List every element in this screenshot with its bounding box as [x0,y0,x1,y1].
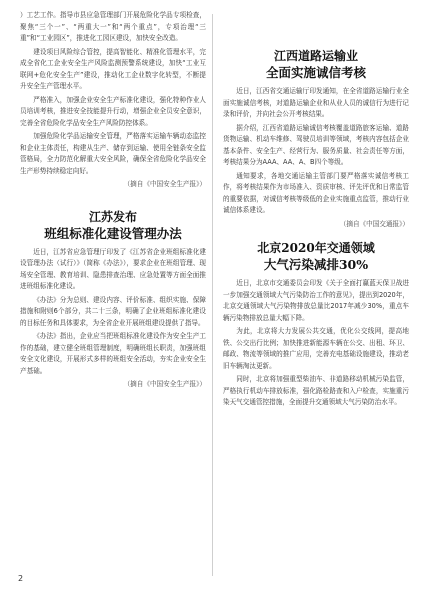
body-paragraph: 建设项目风险综合管控，提高智能化、精准化管理水平，完成全省化工企业安全生产风险监测预警系统建设，加快“工业互联网+危化安全生产”建设，推动化工企业数字化转型，不断提升安全生产管理水平。 [20,47,206,90]
column-divider [212,14,213,576]
article-source: （摘自《中国安全生产报》） [123,380,206,388]
body-paragraph: ）工艺工作。指导市县应急管理部门开展危险化学品专项检查，聚焦“三个一”、“两重大一”和“两个重点”，专项治理“三重”和“工业园区”，推进化工园区建设，加快安全改造。 [20,11,206,42]
article-kicker: 江苏发布 [88,209,137,224]
body-paragraph: 同时，北京将加强重型柴油车、非道路移动机械污染监管，严格执行机动车排放标准，强化路检路查和入户检查，实施重污染天气交通管控措施，全面提升交通领域大气污染防治水平。 [223,375,409,406]
body-paragraph: 《办法》分为总则、建设内容、评价标准、组织实施、保障措施和附则6个部分，共二十三条，明确了企业班组标准化建设的目标任务和具体要求，为全省企业开展班组建设提供了指导。 [20,295,206,327]
body-paragraph: 严格准入，加强企业安全生产标准化建设，强化特种作业人员培训考核，推进安全技能提升行动，增强企业全员安全意识，完善全省危险化学品安全生产风险防控体系。 [20,95,206,127]
body-paragraph: 据介绍，江西省道路运输诚信考核覆盖道路旅客运输、道路货物运输、机动车维修、驾驶员培训等领域，考核内容包括企业基本条件、安全生产、经营行为、服务质量、社会责任等方面，考核结果分为AAA、AA、A、B四个等级。 [223,123,409,166]
article-kicker: 江西道路运输业 [273,49,358,63]
article-jiangxi-transport [223,48,409,230]
left-column [20,10,206,393]
article-jiangsu-team [20,209,206,391]
article-title: 班组标准化建设管理办法 [44,225,182,241]
body-paragraph: 近日，江西省交通运输厅印发通知，在全省道路运输行业全面实施诚信考核，对道路运输企业和从业人员的诚信行为进行记录和评价，并向社会公开考核结果。 [223,87,409,118]
article-source: （摘自《中国安全生产报》） [123,180,206,188]
article-source: （摘自《中国交通报》） [339,219,409,228]
right-column [223,10,409,411]
article-kicker: 北京2020年交通领域 [257,241,375,255]
body-paragraph: 近日，北京市交通委员会印发《关于全面打赢蓝天保卫战进一步加强交通领域大气污染防治工作的意见》，提出到2020年，北京交通领域大气污染物排放总量比2017年减少30%，重点车辆污染物排放总量大幅下降。 [223,279,409,322]
article-title: 全面实施诚信考核 [265,65,366,80]
page-number: 2 [18,574,24,583]
body-paragraph: 加强危险化学品运输安全管理，严格落实运输车辆动态监控和企业主体责任，构建从生产、储存到运输、使用全链条安全监管格局，全力防范化解重大安全风险，确保全省危险化学品安全生产形势持续稳定向好。 [20,132,206,175]
body-paragraph: 通知要求，各地交通运输主管部门要严格落实诚信考核工作，将考核结果作为市场准入、资质审核、评先评优和日常监管的重要依据，对诚信考核等级低的企业实施重点监管，推动行业诚信体系建设。 [223,171,409,214]
body-paragraph: 《办法》指出，企业应当把班组标准化建设作为安全生产工作的基础，建立健全班组管理制度，明确班组长职责，加强班组安全文化建设，开展形式多样的班组安全活动，夯实企业安全生产基础。 [20,332,206,375]
body-paragraph: 近日，江苏省应急管理厅印发了《江苏省企业班组标准化建设管理办法（试行）》（简称《办法》），要求企业在班组管理、现场安全管理、教育培训、隐患排查治理、应急处置等方面全面推进班组标准化建设。 [20,247,206,290]
body-paragraph: 为此，北京将大力发展公共交通，优化公交线网，提高地铁、公交出行比例；加快推进新能源车辆在公交、出租、环卫、邮政、物流等领域的推广应用，完善充电基础设施建设，推动老旧车辆淘汰更新。 [223,327,409,370]
article-beijing-emissions [223,240,409,409]
article-hazardous-chemicals [20,10,206,191]
article-title: 大气污染减排30% [263,257,369,272]
